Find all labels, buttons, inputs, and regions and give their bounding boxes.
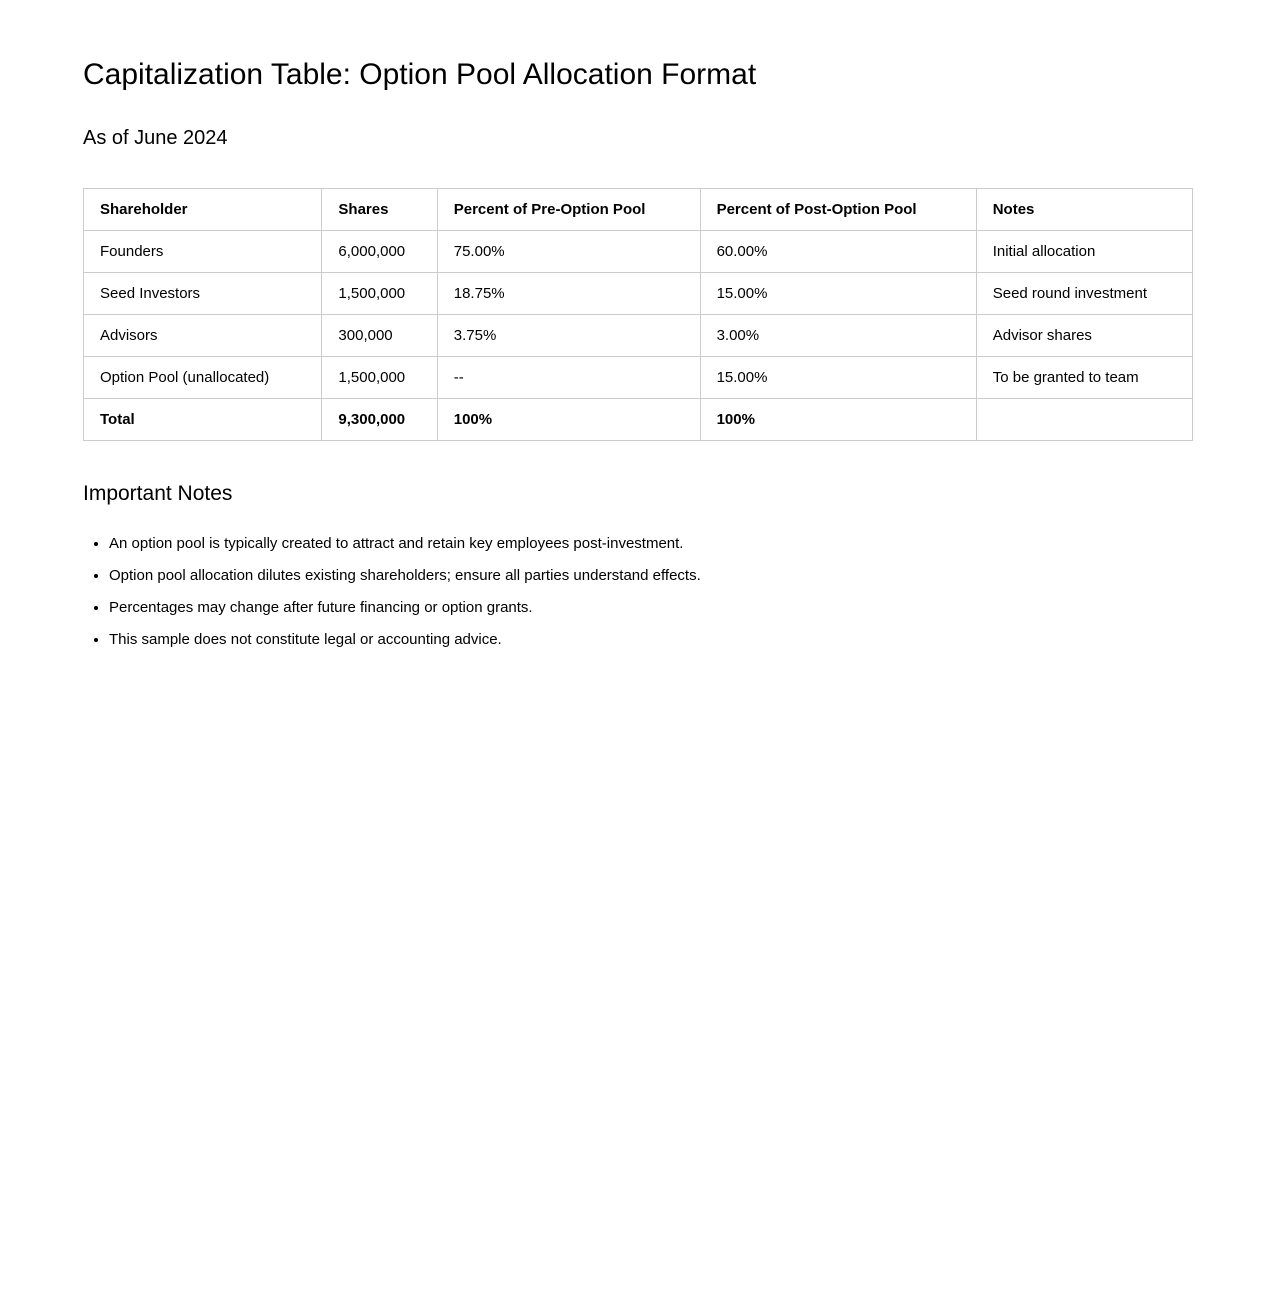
table-row	[84, 357, 1193, 399]
table-total-cell: 100%	[437, 399, 700, 441]
table-total-cell: 100%	[700, 399, 976, 441]
column-header: Percent of Pre-Option Pool	[437, 189, 700, 231]
table-total-cell: Total	[84, 399, 322, 441]
table-row	[84, 315, 1193, 357]
column-header: Percent of Post-Option Pool	[700, 189, 976, 231]
table-cell: 15.00%	[700, 273, 976, 315]
table-row	[84, 273, 1193, 315]
column-header: Notes	[976, 189, 1192, 231]
table-row	[84, 231, 1193, 273]
page-subtitle: As of June 2024	[83, 127, 228, 149]
table-cell: Founders	[84, 231, 322, 273]
note-item: • Percentages may change after future financing or option grants.	[109, 599, 1194, 617]
table-total-cell: 9,300,000	[322, 399, 437, 441]
table-cell: 60.00%	[700, 231, 976, 273]
table-cell: Advisor shares	[976, 315, 1192, 357]
column-header: Shares	[322, 189, 437, 231]
table-cell: --	[437, 357, 700, 399]
table-cell: Initial allocation	[976, 231, 1192, 273]
notes-heading: Important Notes	[83, 482, 233, 505]
table-total-row	[84, 399, 1193, 441]
note-item: • Option pool allocation dilutes existing shareholders; ensure all parties understand effects.	[109, 567, 1194, 585]
table-cell: 3.00%	[700, 315, 976, 357]
note-item: • An option pool is typically created to attract and retain key employees post-investment.	[109, 535, 1194, 553]
table-cell: 1,500,000	[322, 357, 437, 399]
table-cell: 6,000,000	[322, 231, 437, 273]
table-cell: 18.75%	[437, 273, 700, 315]
table-cell: To be granted to team	[976, 357, 1192, 399]
table-cell: Seed round investment	[976, 273, 1192, 315]
table-cell: Seed Investors	[84, 273, 322, 315]
table-total-cell	[976, 399, 1192, 441]
cap-table	[83, 188, 1193, 441]
page-title: Capitalization Table: Option Pool Allocation Format	[83, 58, 757, 91]
table-cell: Advisors	[84, 315, 322, 357]
notes-list	[83, 535, 1194, 649]
note-item: • This sample does not constitute legal or accounting advice.	[109, 631, 1194, 649]
table-cell: 3.75%	[437, 315, 700, 357]
table-cell: 75.00%	[437, 231, 700, 273]
table-cell: 300,000	[322, 315, 437, 357]
column-header: Shareholder	[84, 189, 322, 231]
cap-table-header-row	[84, 189, 1193, 231]
table-cell: 15.00%	[700, 357, 976, 399]
table-cell: Option Pool (unallocated)	[84, 357, 322, 399]
table-cell: 1,500,000	[322, 273, 437, 315]
